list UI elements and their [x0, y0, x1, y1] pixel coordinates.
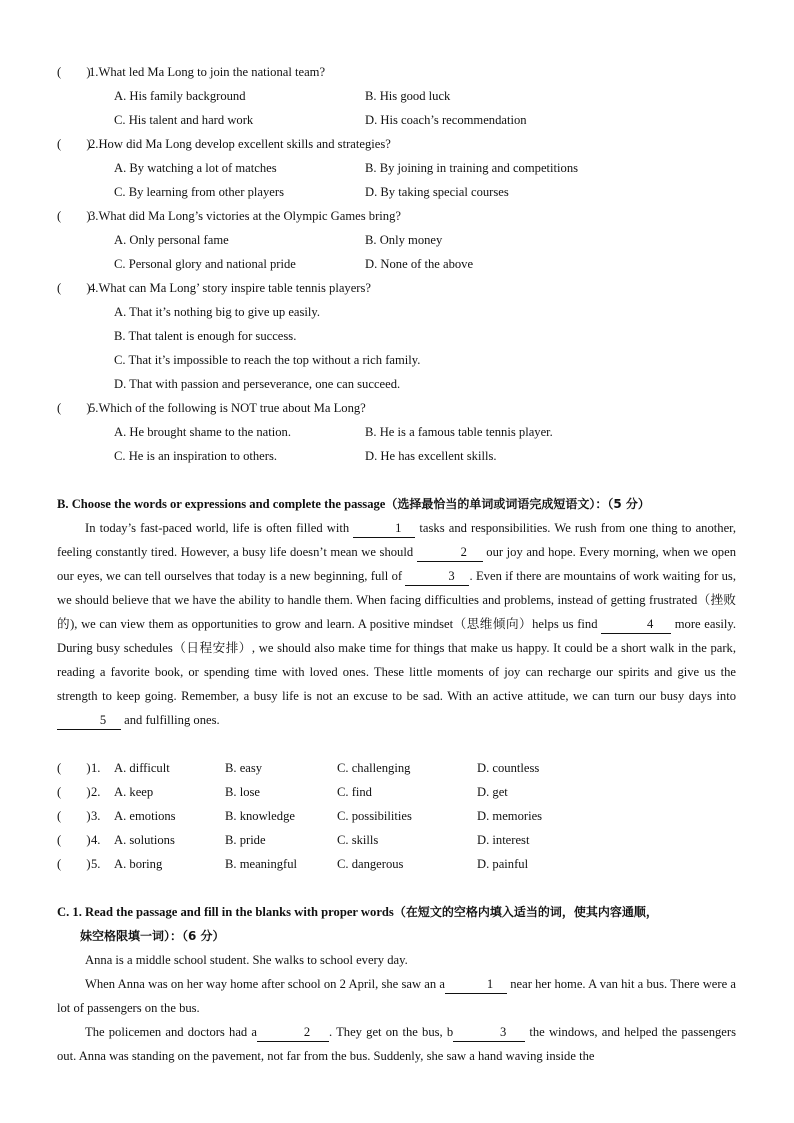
passage-text: . They get on the bus, b	[328, 1025, 454, 1039]
blank-3[interactable]: 3	[405, 567, 469, 586]
section-c-heading-line2	[80, 924, 225, 948]
question-a2	[57, 132, 391, 156]
option-d: D. His coach’s recommendation	[365, 113, 527, 127]
passage-text: near her home. A van hit a bus. There were a lot of passengers on the bus.	[57, 977, 737, 1015]
choice-number: 5.	[91, 857, 101, 871]
option-b: B. pride	[225, 833, 266, 847]
section-c-paragraph-3	[57, 1020, 736, 1068]
blank-1[interactable]: 1	[353, 519, 415, 538]
answer-bracket[interactable]: ( )	[57, 833, 91, 847]
passage-text: When Anna was on her way home after school on 2 April, she saw an a	[85, 977, 446, 991]
question-a5	[57, 396, 366, 420]
option-a: A. difficult	[114, 761, 170, 775]
passage-text: In today’s fast-paced world, life is often filled with	[85, 521, 354, 535]
passage-text: the windows, and helped the passengers out. Anna was standing on the pavement, not far from the bus. Suddenly, she saw a hand waving inside the	[57, 1025, 736, 1063]
option-b: B. lose	[225, 785, 260, 799]
choice-number: 4.	[91, 833, 101, 847]
option-b: B. That talent is enough for success.	[114, 329, 297, 343]
answer-bracket[interactable]: ( )	[57, 209, 91, 223]
option-b: B. By joining in training and competitions	[365, 161, 579, 175]
option-c: C. possibilities	[337, 809, 412, 823]
option-d: D. interest	[477, 833, 530, 847]
question-a4	[57, 276, 371, 300]
section-c-heading	[57, 900, 658, 924]
option-c: C. dangerous	[337, 857, 404, 871]
answer-bracket[interactable]: ( )	[57, 857, 91, 871]
blank-c3[interactable]: 3	[453, 1023, 525, 1042]
option-d: D. painful	[477, 857, 529, 871]
blank-4[interactable]: 4	[601, 615, 671, 634]
passage-text: tasks and responsibilities. We rush from one thing to another, feeling constantly tired. However, a busy life doesn’t mean we should	[57, 521, 737, 559]
answer-bracket[interactable]: ( )	[57, 809, 91, 823]
section-c-paragraph-2	[57, 972, 736, 1020]
option-b: B. knowledge	[225, 809, 295, 823]
option-a: A. emotions	[114, 809, 176, 823]
option-c: C. He is an inspiration to others.	[114, 449, 277, 463]
option-a: A. boring	[114, 857, 163, 871]
option-b: B. Only money	[365, 233, 443, 247]
option-d: D. None of the above	[365, 257, 474, 271]
choice-number: 1.	[91, 761, 101, 775]
option-b: B. easy	[225, 761, 263, 775]
option-c: C. find	[337, 785, 372, 799]
option-a: A. solutions	[114, 833, 175, 847]
choice-number: 2.	[91, 785, 101, 799]
option-d: D. By taking special courses	[365, 185, 509, 199]
option-c: C. By learning from other players	[114, 185, 284, 199]
passage-text: . Even if there are mountains of work waiting for us, we should believe that we have the ability to handle them. When facing difficulties and problems, instead of getting frustrated（挫败的), we can view them as opportunities to grow and learn. A positive mindset（思维倾向）helps us find	[57, 569, 736, 631]
question-stem: 5.Which of the following is NOT true about Ma Long?	[89, 401, 366, 415]
blank-2[interactable]: 2	[417, 543, 483, 562]
option-c: C. challenging	[337, 761, 411, 775]
option-d: D. He has excellent skills.	[365, 449, 497, 463]
option-a: A. He brought shame to the nation.	[114, 425, 291, 439]
section-b-heading	[57, 492, 650, 516]
question-stem: 2.How did Ma Long develop excellent skills and strategies?	[89, 137, 391, 151]
option-c: C. That it’s impossible to reach the top without a rich family.	[114, 353, 421, 367]
answer-bracket[interactable]: ( )	[57, 401, 91, 415]
option-a: A. Only personal fame	[114, 233, 229, 247]
answer-bracket[interactable]: ( )	[57, 785, 91, 799]
section-b-heading-cn: （选择最恰当的单词或词语完成短语文）：（5 分）	[385, 497, 650, 511]
choice-number: 3.	[91, 809, 101, 823]
blank-5[interactable]: 5	[57, 711, 121, 730]
question-stem: 4.What can Ma Long’ story inspire table tennis players?	[89, 281, 371, 295]
option-a: A. By watching a lot of matches	[114, 161, 277, 175]
section-b-heading-en: B. Choose the words or expressions and complete the passage	[57, 497, 386, 511]
option-c: C. skills	[337, 833, 379, 847]
option-b: B. meaningful	[225, 857, 298, 871]
passage-text: our joy and hope. Every morning, when we open our eyes, we can tell ourselves that today is a new beginning, full of	[57, 545, 736, 583]
section-c-heading-cn: （在短文的空格内填入适当的词，使其内容通顺，	[393, 905, 658, 919]
option-d: D. That with passion and perseverance, one can succeed.	[114, 377, 401, 391]
section-c-heading-cn2: 妹空格限填一词）：（6 分）	[80, 929, 225, 943]
question-stem: 1.What led Ma Long to join the national team?	[89, 65, 326, 79]
question-a3	[57, 204, 401, 228]
blank-c1[interactable]: 1	[445, 975, 507, 994]
answer-bracket[interactable]: ( )	[57, 281, 91, 295]
option-d: D. get	[477, 785, 508, 799]
option-a: A. His family background	[114, 89, 246, 103]
option-b: B. He is a famous table tennis player.	[365, 425, 553, 439]
question-a1	[57, 60, 325, 84]
question-stem: 3.What did Ma Long’s victories at the Olympic Games bring?	[89, 209, 401, 223]
option-d: D. countless	[477, 761, 540, 775]
option-a: A. That it’s nothing big to give up easily.	[114, 305, 321, 319]
answer-bracket[interactable]: ( )	[57, 137, 91, 151]
passage-text: more easily. During busy schedules（日程安排）, we should also make time for things that make us happy. It could be a short walk in the park, reading a favorite book, or spending time with loved ones. These little moments of joy can recharge our spirits and give us the strength to keep going. Remember, a busy life is not an excuse to be sad. With an active attitude, we can turn our busy days into	[57, 617, 736, 703]
blank-c2[interactable]: 2	[257, 1023, 329, 1042]
passage-text: and fulfilling ones.	[121, 713, 220, 727]
answer-bracket[interactable]: ( )	[57, 65, 91, 79]
section-b-passage	[57, 516, 736, 732]
option-c: C. Personal glory and national pride	[114, 257, 296, 271]
option-c: C. His talent and hard work	[114, 113, 254, 127]
section-c-paragraph-1: Anna is a middle school student. She walks to school every day.	[85, 953, 408, 967]
option-d: D. memories	[477, 809, 543, 823]
option-a: A. keep	[114, 785, 154, 799]
section-c-heading-en: C. 1. Read the passage and fill in the blanks with proper words	[57, 905, 394, 919]
option-b: B. His good luck	[365, 89, 451, 103]
answer-bracket[interactable]: ( )	[57, 761, 91, 775]
passage-text: The policemen and doctors had a	[85, 1025, 257, 1039]
